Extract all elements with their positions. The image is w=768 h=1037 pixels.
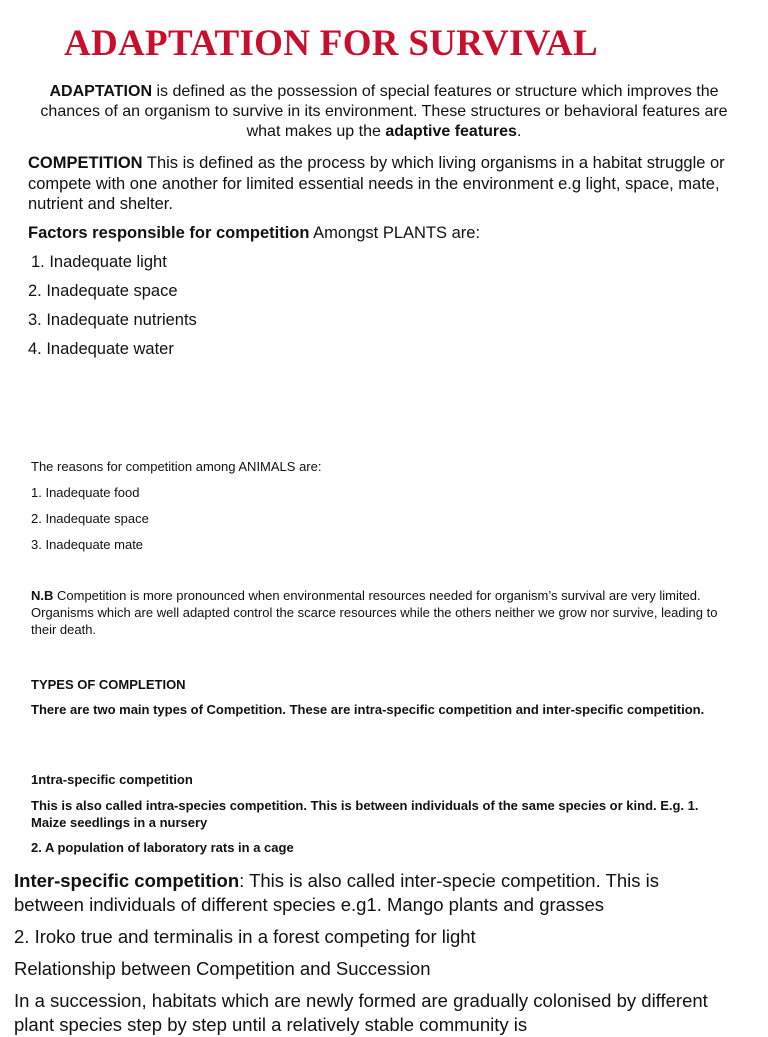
- plant-factors-heading-bold: Factors responsible for competition: [28, 224, 310, 242]
- types-text: There are two main types of Competition. These are intra-specific competition and inter-specific competition.: [31, 702, 705, 717]
- nb-text: Competition is more pronounced when environmental resources needed for organism’s survival are very limited. Organisms which are well adapted control the scarce resources while the others neither we grow nor survive, leading to their death.: [31, 588, 718, 637]
- inter-example: 2. Iroko true and terminalis in a forest competing for light: [14, 926, 476, 947]
- inter-text: : This is also called inter-specie competition. This is between individuals of different species e.g1. Mango plants and grasses: [14, 870, 659, 915]
- adaptation-paragraph: [28, 82, 740, 142]
- competition-term: COMPETITION: [28, 154, 143, 172]
- nb-note: [31, 587, 731, 638]
- inter-term: Inter-specific competition: [14, 870, 240, 891]
- types-heading: TYPES OF COMPLETION: [31, 677, 186, 692]
- plant-factor-item: 2. Inadequate space: [28, 282, 178, 300]
- plant-factor-item: 1. Inadequate light: [31, 253, 167, 271]
- adaptive-features-term: adaptive features: [385, 123, 517, 140]
- intra-example: 2. A population of laboratory rats in a cage: [31, 840, 294, 855]
- intra-text: This is also called intra-species competition. This is between individuals of the same species or kind. E.g. 1. Maize seedlings in a nursery: [31, 798, 699, 830]
- competition-text: This is defined as the process by which living organisms in a habitat struggle or compete with one another for limited essential needs in the environment e.g light, space, mate, nutrient and shelter.: [28, 154, 725, 213]
- plant-factor-item: 4. Inadequate water: [28, 340, 174, 358]
- plant-factors-heading: [28, 223, 480, 243]
- animal-reason-item: 3. Inadequate mate: [31, 537, 144, 552]
- inter-paragraph: [14, 869, 714, 917]
- relationship-text: In a succession, habitats which are newly formed are gradually colonised by different plant species step by step until a relatively stable community is: [14, 990, 708, 1035]
- adaptation-period: .: [516, 123, 522, 140]
- animal-reason-item: 2. Inadequate space: [31, 511, 149, 526]
- plant-factors-heading-rest: Amongst PLANTS are:: [309, 224, 481, 242]
- adaptation-term: ADAPTATION: [49, 83, 152, 100]
- intra-heading: 1ntra-specific competition: [31, 772, 193, 787]
- adaptation-text: is defined as the possession of special features or structure which improves the chances of an organism to survive in its environment. These structures or behavioral features are what makes up the: [40, 83, 728, 140]
- animal-reason-item: 1. Inadequate food: [31, 485, 140, 500]
- document-title: ADAPTATION FOR SURVIVAL: [64, 23, 598, 64]
- competition-paragraph: [28, 153, 740, 215]
- nb-label: N.B: [31, 588, 54, 603]
- relationship-heading: Relationship between Competition and Succession: [14, 958, 431, 979]
- animal-reasons-heading: The reasons for competition among ANIMALS are:: [31, 459, 322, 474]
- plant-factor-item: 3. Inadequate nutrients: [28, 311, 197, 329]
